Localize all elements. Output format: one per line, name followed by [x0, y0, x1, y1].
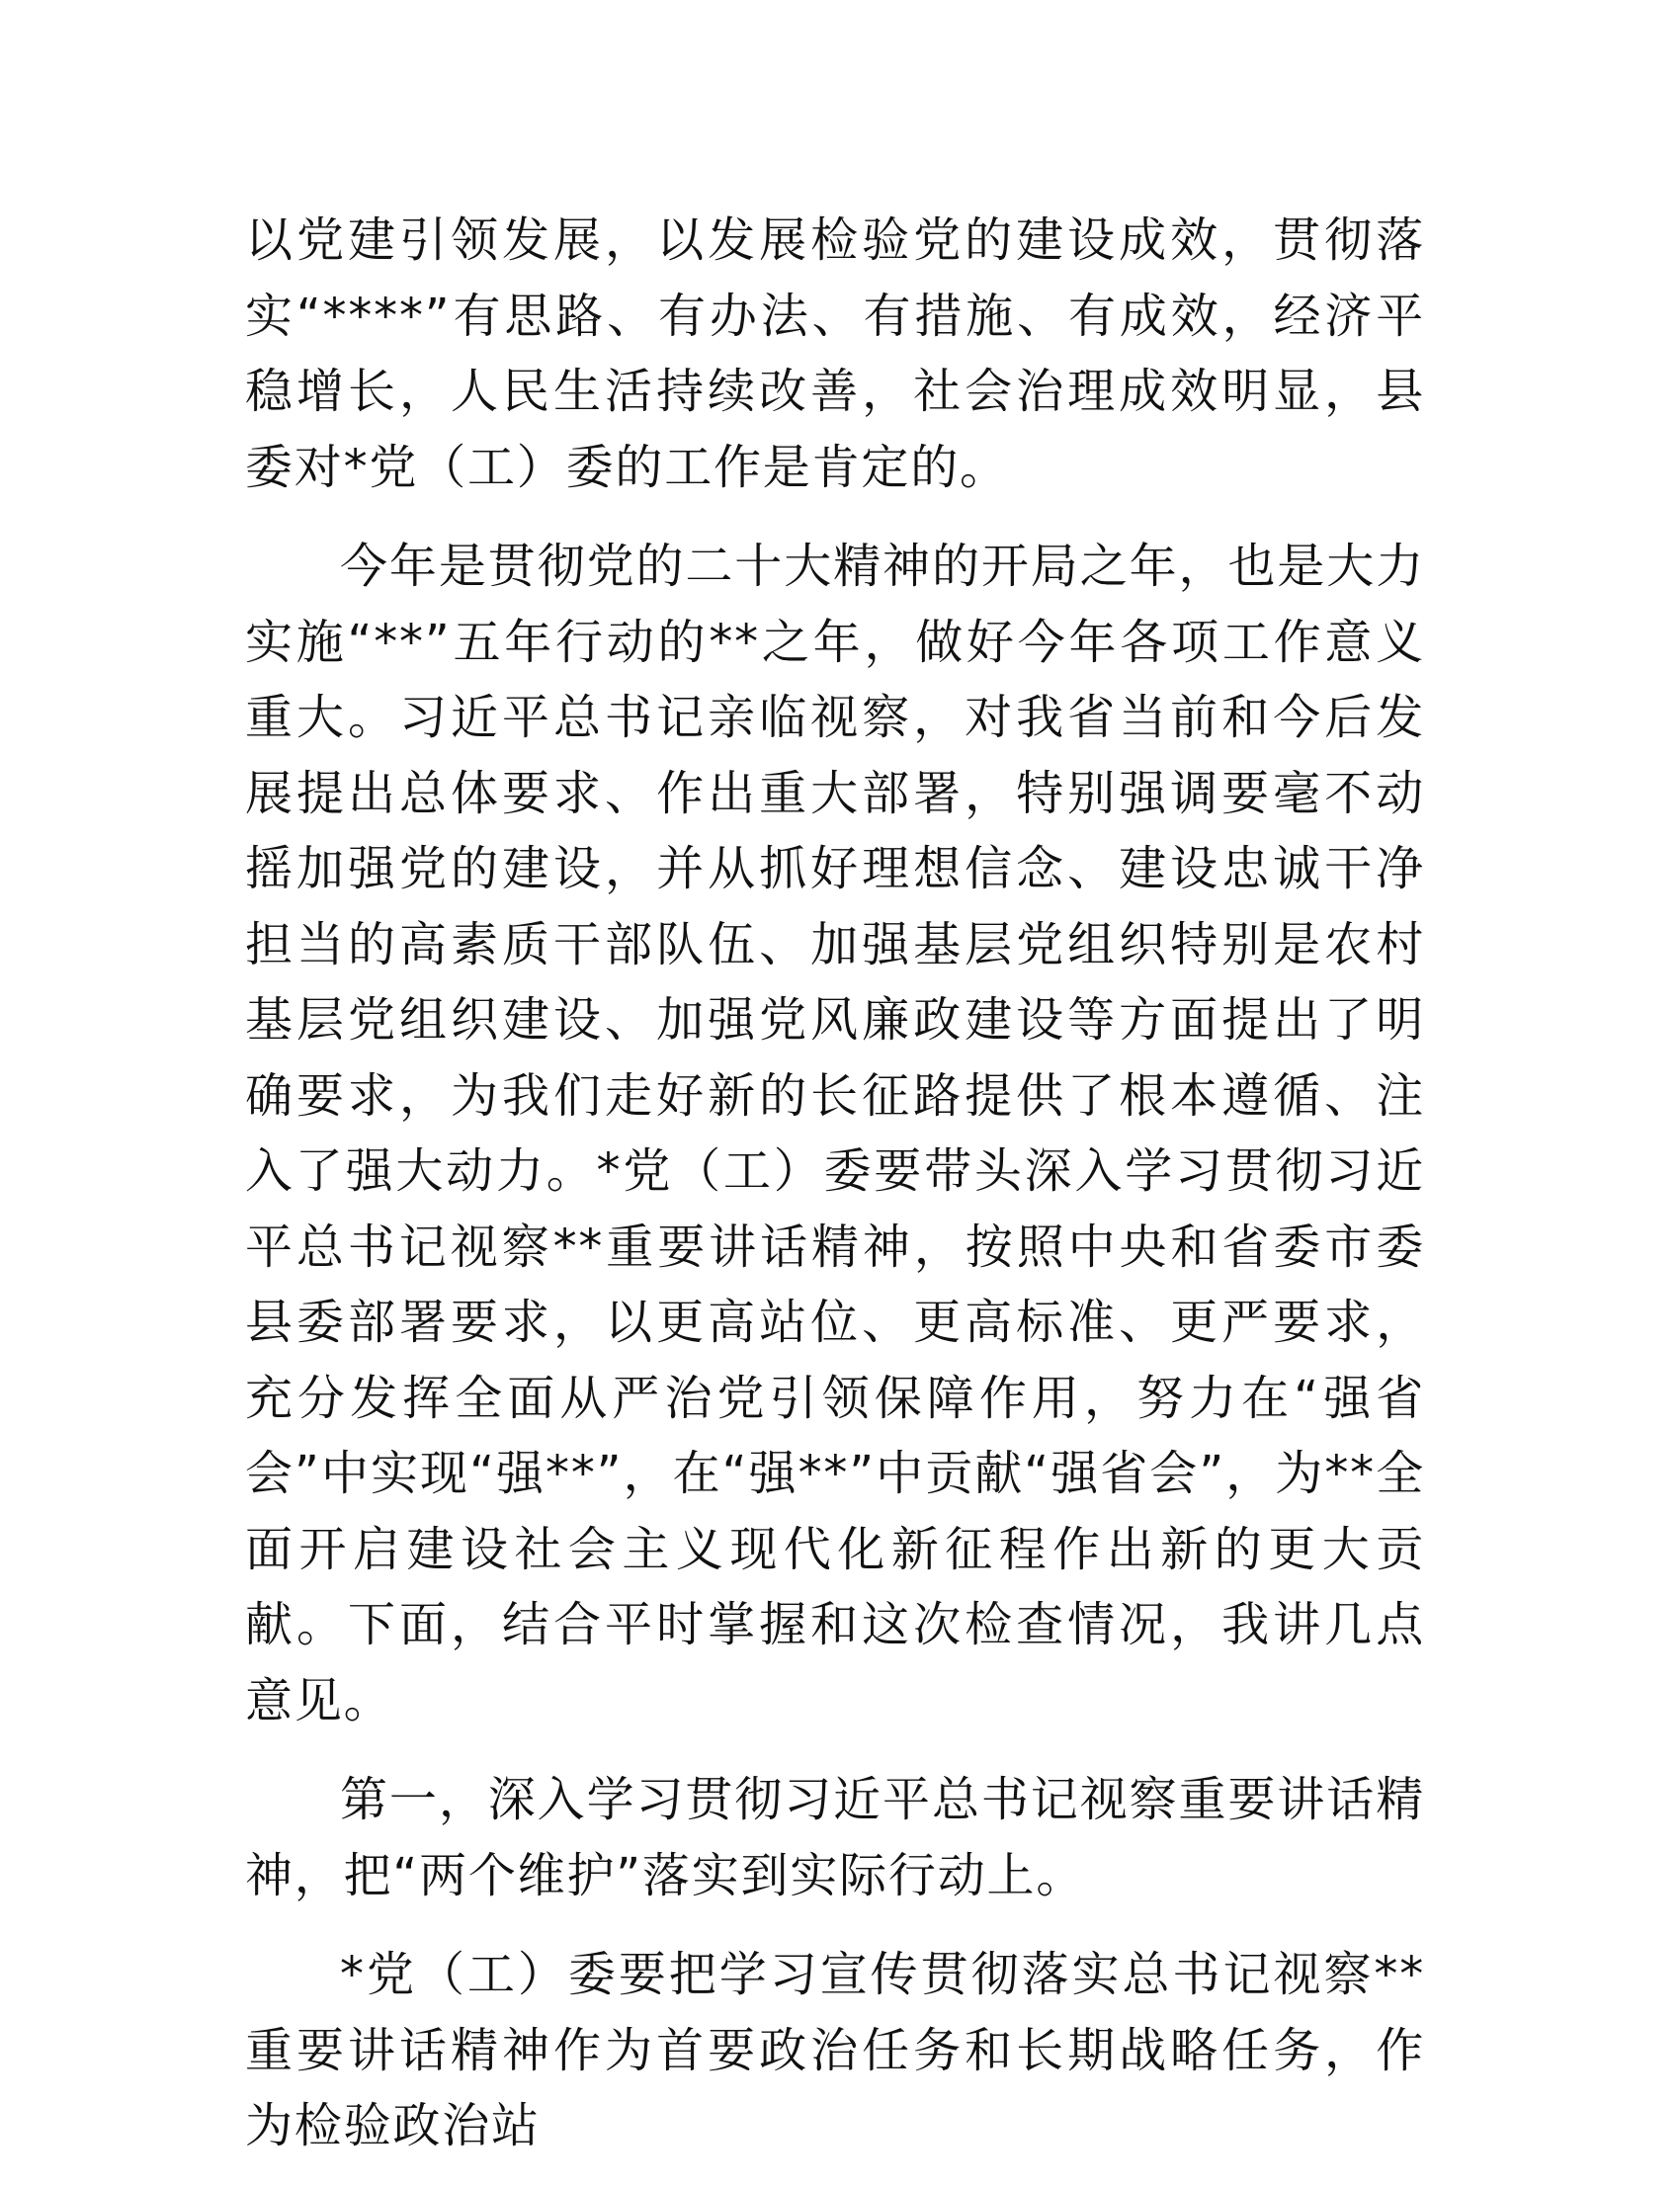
paragraph-1: 以党建引领发展，以发展检验党的建设成效，贯彻落实“****”有思路、有办法、有措施、有成效，经济平稳增长，人民生活持续改善，社会治理成效明显，县委对*党（工）委的工作是肯定的。: [245, 212, 1425, 495]
paragraph-2: 今年是贯彻党的二十大精神的开局之年，也是大力实施“**”五年行动的**之年，做好今年各项工作意义重大。习近平总书记亲临视察，对我省当前和今后发展提出总体要求、作出重大部署，特别强调要毫不动摇加强党的建设，并从抓好理想信念、建设忠诚干净担当的高素质干部队伍、加强基层党组织特别是农村基层党组织建设、加强党风廉政建设等方面提出了明确要求，为我们走好新的长征路提供了根本遵循、注入了强大动力。*党（工）委要带头深入学习贯彻习近平总书记视察**重要讲话精神，按照中央和省委市委县委部署要求，以更高站位、更高标准、更严要求，充分发挥全面从严治党引领保障作用，努力在“强省会”中实现“强**”，在“强**”中贡献“强省会”，为**全面开启建设社会主义现代化新征程作出新的更大贡献。下面，结合平时掌握和这次检查情况，我讲几点意见。: [245, 539, 1425, 1728]
paragraph-4: *党（工）委要把学习宣传贯彻落实总书记视察**重要讲话精神作为首要政治任务和长期战略任务，作为检验政治站: [245, 1947, 1425, 2153]
document-body: [245, 203, 1425, 2188]
paragraph-3: 第一，深入学习贯彻习近平总书记视察重要讲话精神，把“两个维护”落实到实际行动上。: [245, 1772, 1425, 1903]
